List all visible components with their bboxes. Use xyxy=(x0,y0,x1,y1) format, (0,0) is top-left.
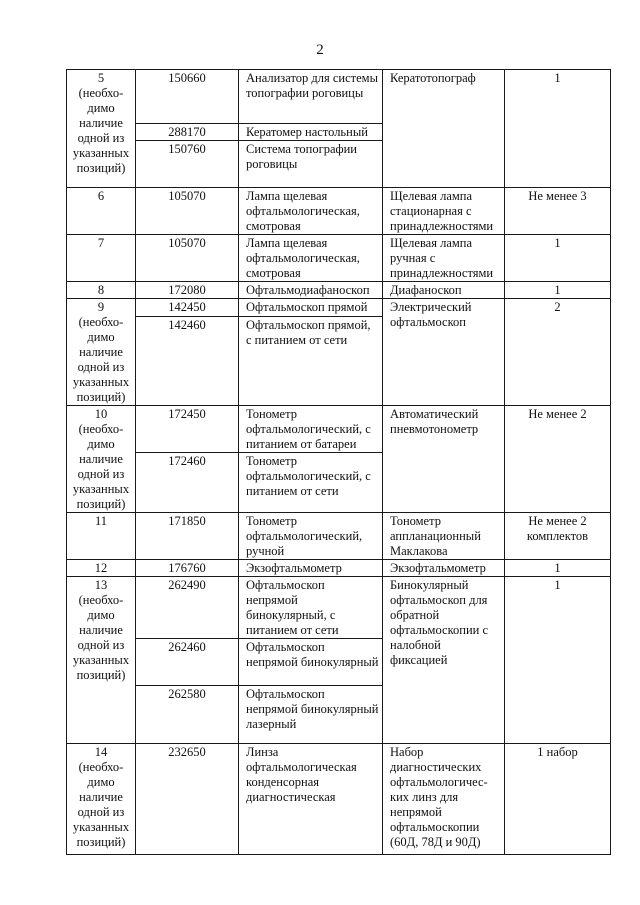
equipment-type: Автоматический пневмотонометр xyxy=(383,406,505,513)
item-code: 142460 xyxy=(136,317,239,406)
item-name: Анализатор для системы топографии роговицы xyxy=(239,70,383,124)
item-number: 13 (необхо- димо наличие одной из указанных позиций) xyxy=(67,577,136,744)
item-code: 176760 xyxy=(136,560,239,577)
item-code: 105070 xyxy=(136,188,239,235)
required-quantity: 1 xyxy=(505,70,611,188)
item-code: 105070 xyxy=(136,235,239,282)
required-quantity: 1 набор xyxy=(505,744,611,855)
table-row xyxy=(67,70,611,124)
item-name: Лампа щелевая офтальмологическая, смотровая xyxy=(239,235,383,282)
table-row xyxy=(67,188,611,235)
item-name: Офтальмоскоп непрямой бинокулярный xyxy=(239,639,383,686)
item-name: Тонометр офтальмологический, ручной xyxy=(239,513,383,560)
equipment-type: Электрический офтальмоскоп xyxy=(383,299,505,406)
item-number: 12 xyxy=(67,560,136,577)
required-quantity: Не менее 2 xyxy=(505,406,611,513)
item-name: Офтальмодиафаноскоп xyxy=(239,282,383,299)
item-code: 262460 xyxy=(136,639,239,686)
table-row xyxy=(67,513,611,560)
item-code: 232650 xyxy=(136,744,239,855)
equipment-type: Экзофтальмометр xyxy=(383,560,505,577)
table-row xyxy=(67,282,611,299)
item-number: 8 xyxy=(67,282,136,299)
table-row xyxy=(67,235,611,282)
item-code: 288170 xyxy=(136,124,239,141)
equipment-table xyxy=(66,69,611,855)
item-name: Офтальмоскоп прямой, с питанием от сети xyxy=(239,317,383,406)
item-name: Офтальмоскоп непрямой бинокулярный, с питанием от сети xyxy=(239,577,383,639)
item-name: Офтальмоскоп непрямой бинокулярный лазерный xyxy=(239,686,383,744)
required-quantity: Не менее 2 комплектов xyxy=(505,513,611,560)
item-number: 5 (необхо- димо наличие одной из указанных позиций) xyxy=(67,70,136,188)
required-quantity: 1 xyxy=(505,235,611,282)
equipment-type: Бинокулярный офтальмоскоп для обратной офтальмоскопии с налобной фиксацией xyxy=(383,577,505,744)
item-code: 150660 xyxy=(136,70,239,124)
item-code: 262580 xyxy=(136,686,239,744)
item-name: Экзофтальмометр xyxy=(239,560,383,577)
equipment-type: Тонометр аппланационный Маклакова xyxy=(383,513,505,560)
item-number: 6 xyxy=(67,188,136,235)
item-code: 171850 xyxy=(136,513,239,560)
table-row xyxy=(67,577,611,639)
item-code: 172080 xyxy=(136,282,239,299)
item-number: 7 xyxy=(67,235,136,282)
table-row xyxy=(67,299,611,317)
equipment-type: Диафаноскоп xyxy=(383,282,505,299)
item-name: Линза офтальмологическая конденсорная диагностическая xyxy=(239,744,383,855)
item-number: 11 xyxy=(67,513,136,560)
item-name: Тонометр офтальмологический, с питанием от батареи xyxy=(239,406,383,453)
table-row xyxy=(67,744,611,855)
table-row xyxy=(67,406,611,453)
item-code: 262490 xyxy=(136,577,239,639)
item-name: Кератомер настольный xyxy=(239,124,383,141)
required-quantity: Не менее 3 xyxy=(505,188,611,235)
required-quantity: 1 xyxy=(505,577,611,744)
item-code: 172460 xyxy=(136,453,239,513)
table-row xyxy=(67,560,611,577)
equipment-type: Кератотопограф xyxy=(383,70,505,188)
item-name: Система топографии роговицы xyxy=(239,141,383,188)
required-quantity: 1 xyxy=(505,560,611,577)
page-number: 2 xyxy=(316,42,324,58)
item-name: Офтальмоскоп прямой xyxy=(239,299,383,317)
item-code: 172450 xyxy=(136,406,239,453)
equipment-type: Набор диагностических офтальмологичес-ких линз для непрямой офтальмоскопии (60Д, 78Д и 90Д) xyxy=(383,744,505,855)
item-code: 150760 xyxy=(136,141,239,188)
equipment-type: Щелевая лампа стационарная с принадлежностями xyxy=(383,188,505,235)
required-quantity: 2 xyxy=(505,299,611,406)
item-number: 9 (необхо- димо наличие одной из указанных позиций) xyxy=(67,299,136,406)
required-quantity: 1 xyxy=(505,282,611,299)
item-code: 142450 xyxy=(136,299,239,317)
item-number: 14 (необхо- димо наличие одной из указанных позиций) xyxy=(67,744,136,855)
item-name: Тонометр офтальмологический, с питанием от сети xyxy=(239,453,383,513)
item-number: 10 (необхо- димо наличие одной из указанных позиций) xyxy=(67,406,136,513)
equipment-type: Щелевая лампа ручная с принадлежностями xyxy=(383,235,505,282)
item-name: Лампа щелевая офтальмологическая, смотровая xyxy=(239,188,383,235)
